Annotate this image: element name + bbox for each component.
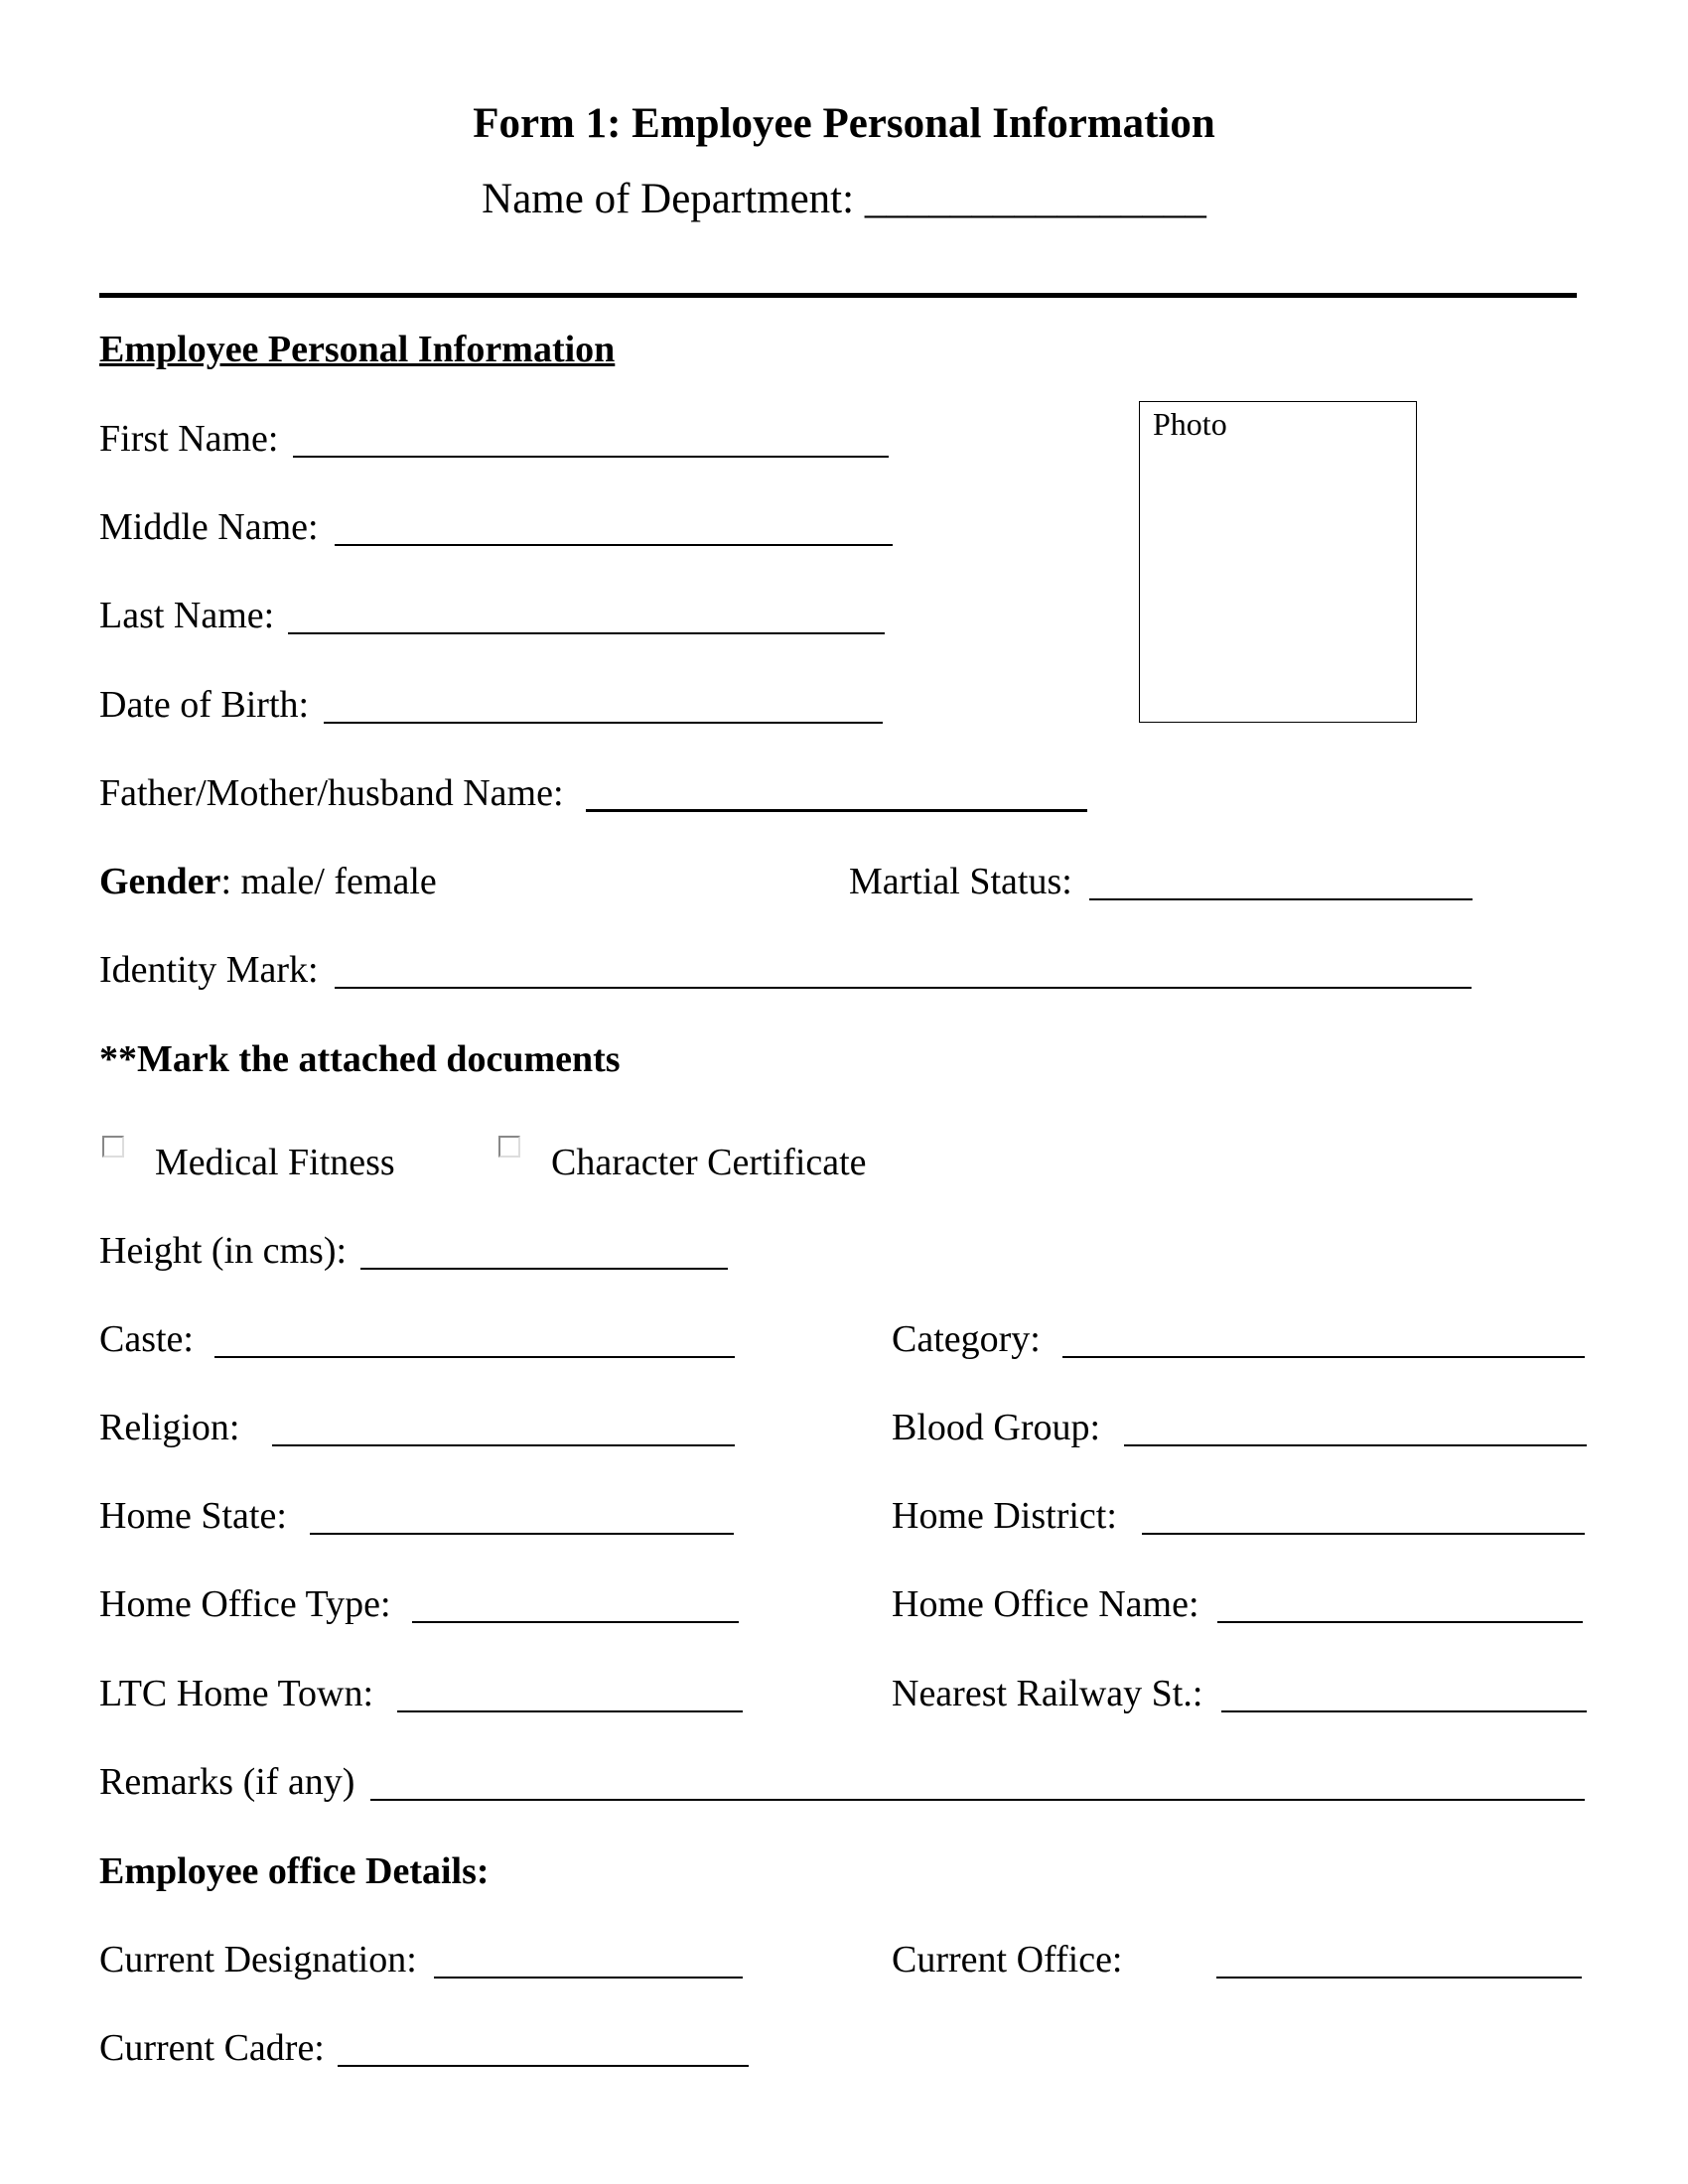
current-designation-label: Current Designation: — [99, 1939, 417, 1980]
gender-label: Gender — [99, 861, 221, 902]
medical-fitness-checkbox[interactable] — [102, 1136, 124, 1158]
blood-group-label: Blood Group: — [892, 1407, 1101, 1448]
medical-fitness-label: Medical Fitness — [155, 1142, 395, 1183]
first-name-label: First Name: — [99, 418, 279, 460]
parent-name-field[interactable] — [586, 809, 1087, 812]
parent-name-label: Father/Mother/husband Name: — [99, 772, 564, 814]
last-name-label: Last Name: — [99, 595, 275, 636]
current-cadre-field[interactable] — [338, 2065, 749, 2067]
religion-label: Religion: — [99, 1407, 240, 1448]
photo-box[interactable] — [1139, 401, 1417, 723]
caste-field[interactable] — [214, 1356, 735, 1358]
ltc-home-town-label: LTC Home Town: — [99, 1673, 374, 1714]
home-state-label: Home State: — [99, 1495, 287, 1537]
remarks-label: Remarks (if any) — [99, 1761, 355, 1803]
nearest-railway-field[interactable] — [1221, 1710, 1587, 1712]
home-state-field[interactable] — [310, 1533, 734, 1535]
middle-name-field[interactable] — [335, 544, 893, 546]
ltc-home-town-field[interactable] — [397, 1710, 743, 1712]
department-label: Name of Department: ________________ — [482, 176, 1206, 222]
marital-status-label: Martial Status: — [849, 861, 1072, 902]
home-office-type-label: Home Office Type: — [99, 1583, 391, 1625]
height-field[interactable] — [360, 1268, 728, 1270]
first-name-field[interactable] — [293, 456, 889, 458]
gender-row — [99, 860, 437, 903]
category-field[interactable] — [1062, 1356, 1585, 1358]
character-certificate-checkbox[interactable] — [498, 1136, 520, 1158]
identity-mark-field[interactable] — [335, 987, 1472, 989]
section-heading-office: Employee office Details: — [99, 1850, 490, 1892]
character-certificate-label: Character Certificate — [551, 1142, 867, 1183]
home-district-label: Home District: — [892, 1495, 1117, 1537]
home-office-name-field[interactable] — [1217, 1621, 1583, 1623]
blood-group-field[interactable] — [1124, 1444, 1587, 1446]
home-office-name-label: Home Office Name: — [892, 1583, 1199, 1625]
nearest-railway-label: Nearest Railway St.: — [892, 1673, 1203, 1714]
current-office-field[interactable] — [1216, 1977, 1582, 1979]
home-district-field[interactable] — [1142, 1533, 1585, 1535]
height-label: Height (in cms): — [99, 1230, 348, 1272]
dob-field[interactable] — [324, 722, 883, 724]
dob-label: Date of Birth: — [99, 684, 310, 726]
remarks-field[interactable] — [370, 1799, 1585, 1801]
religion-field[interactable] — [272, 1444, 735, 1446]
current-designation-field[interactable] — [434, 1977, 743, 1979]
caste-label: Caste: — [99, 1318, 194, 1360]
home-office-type-field[interactable] — [412, 1621, 739, 1623]
photo-label: Photo — [1153, 406, 1227, 442]
documents-heading: **Mark the attached documents — [99, 1038, 621, 1080]
last-name-field[interactable] — [288, 632, 885, 634]
section-heading-personal: Employee Personal Information — [99, 329, 616, 370]
form-title: Form 1: Employee Personal Information — [473, 100, 1215, 147]
current-cadre-label: Current Cadre: — [99, 2027, 325, 2069]
marital-status-field[interactable] — [1089, 898, 1473, 900]
middle-name-label: Middle Name: — [99, 506, 319, 548]
header-divider — [99, 293, 1577, 298]
identity-mark-label: Identity Mark: — [99, 949, 319, 991]
current-office-label: Current Office: — [892, 1939, 1123, 1980]
category-label: Category: — [892, 1318, 1041, 1360]
gender-options[interactable]: : male/ female — [220, 861, 437, 902]
